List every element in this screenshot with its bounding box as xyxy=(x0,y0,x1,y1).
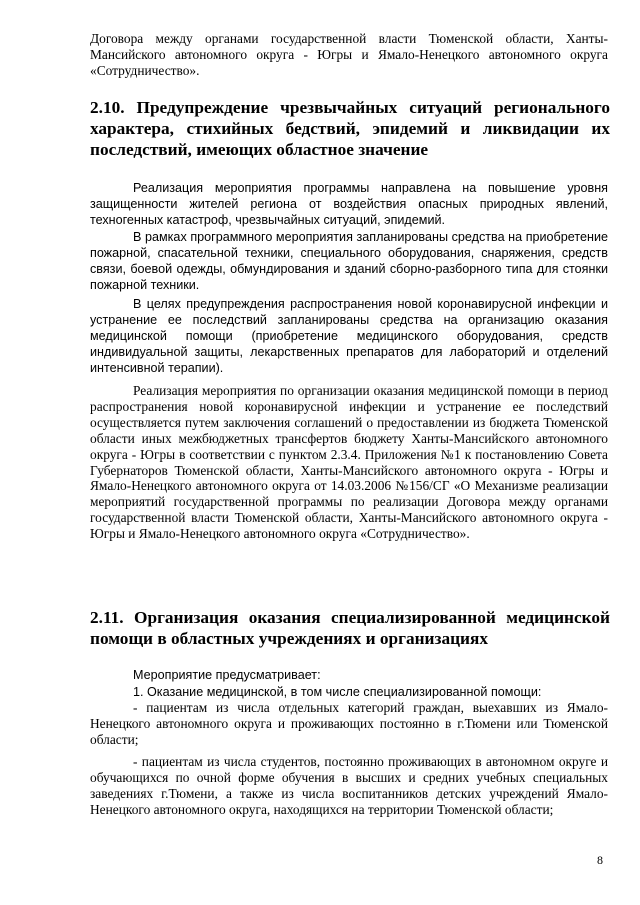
section-2-11-bullet-2: - пациентам из числа студентов, постоянно проживающих в автономном округе и обучающихся по очной форме обучения в высших и средних учебных специальных заведениях г.Тюмени, а также из числа воспитанников детских учреждений Ямало-Ненецкого автономного округа, находящихся на территории Тюменской области; xyxy=(90,754,608,817)
section-2-10-heading: 2.10. Предупреждение чрезвычайных ситуаций регионального характера, стихийных бедствий, эпидемий и ликвидации их последствий, имеющих областное значение xyxy=(90,98,610,159)
section-2-11-item-1: 1. Оказание медицинской, в том числе специализированной помощи: xyxy=(133,685,542,699)
section-2-10-paragraph-1: Реализация мероприятия программы направлена на повышение уровня защищенности жителей региона от воздействия опасных природных явлений, техногенных катастроф, чрезвычайных ситуаций, эпидемий. xyxy=(90,181,608,227)
section-2-10-paragraph-4: Реализация мероприятия по организации оказания медицинской помощи в период распространения новой коронавирусной инфекции и устранение ее последствий осуществляется путем заключения соглашений о предоставлении из бюджета Тюменской области иных межбюджетных трансфертов бюджету Ханты-Мансийского автономного округа - Югры в соответствии с пунктом 2.3.4. Приложения №1 к постановлению Совета Губернаторов Тюменской области, Ханты-Мансийского автономного округа - Югры и Ямало-Ненецкого автономного округа от 14.03.2006 №156/СГ «О Механизме реализации мероприятий государственной программы по реализации Договора между органами государственной власти Тюменской области, Ханты-Мансийского автономного округа - Югры и Ямало-Ненецкого автономного округа «Сотрудничество». xyxy=(90,383,608,542)
section-2-11-intro: Мероприятие предусматривает: xyxy=(133,668,321,682)
page-number: 8 xyxy=(597,853,603,867)
continuation-paragraph: Договора между органами государственной власти Тюменской области, Ханты-Мансийского автономного округа - Югры и Ямало-Ненецкого автономного округа «Сотрудничество». xyxy=(90,31,608,78)
section-2-11-heading: 2.11. Организация оказания специализированной медицинской помощи в областных учреждениях и организациях xyxy=(90,608,610,648)
section-2-11-bullet-1: - пациентам из числа отдельных категорий граждан, выехавших из Ямало-Ненецкого автономного округа и проживающих постоянно в г.Тюмени или Тюменской области; xyxy=(90,700,608,747)
section-2-10-paragraph-3: В целях предупреждения распространения новой коронавирусной инфекции и устранение ее последствий запланированы средства на организацию оказания медицинской помощи (приобретение медицинского оборудования, средств индивидуальной защиты, лекарственных препаратов для лабораторий и отделений интенсивной терапии). xyxy=(90,297,608,375)
section-2-10-paragraph-2: В рамках программного мероприятия запланированы средства на приобретение пожарной, спасательной техники, специального оборудования, снаряжения, средств связи, боевой одежды, обмундирования и зданий сборно-разборного типа для стоянки пожарной техники. xyxy=(90,230,608,292)
